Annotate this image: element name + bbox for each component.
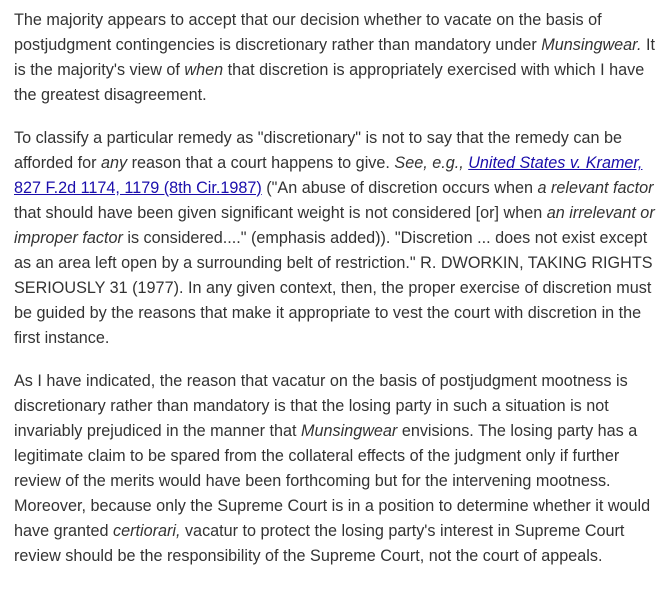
italic-quote-emphasis: an irrelevant or improper factor bbox=[14, 204, 655, 247]
italic-term: certiorari, bbox=[113, 522, 181, 540]
paragraph-2 bbox=[14, 126, 655, 351]
text-segment: reason that a court happens to give. bbox=[127, 154, 395, 172]
italic-case-name: Munsingwear. bbox=[541, 36, 642, 54]
italic-quote-emphasis: a relevant factor bbox=[537, 179, 654, 197]
italic-emphasis: when bbox=[184, 61, 224, 79]
text-segment: The majority appears to accept that our decision whether to vacate on the basis of postjudgment contingencies is discretionary rather than mandatory under bbox=[14, 11, 602, 54]
text-segment: As I have indicated, the reason that vacatur on the basis of postjudgment mootness is discretionary rather than mandatory is that the losing party in such a situation is not invariably prejudiced in the manner that bbox=[14, 372, 628, 440]
text-segment: To classify a particular remedy as "discretionary" is not to say that the remedy can be afforded for bbox=[14, 129, 623, 172]
text-segment: envisions. The losing party has a legitimate claim to be spared from the collateral effects of the judgment only if further review of the merits would have been forthcoming but for the intervening mootness. Moreover, because only the Supreme Court is in a position to determine whether it would have granted bbox=[14, 422, 651, 540]
text-segment: that discretion is appropriately exercised with which I have the greatest disagreement. bbox=[14, 61, 645, 104]
paragraph-3 bbox=[14, 369, 655, 569]
italic-emphasis: any bbox=[101, 154, 128, 172]
citation-reporter: 827 F.2d 1174, 1179 (8th Cir.1987) bbox=[14, 179, 262, 197]
paragraph-1 bbox=[14, 8, 655, 108]
text-segment: vacatur to protect the losing party's interest in Supreme Court review should be the responsibility of the Supreme Court, not the court of appeals. bbox=[14, 522, 625, 565]
text-segment: ("An abuse of discretion occurs when bbox=[261, 179, 538, 197]
text-segment: It is the majority's view of bbox=[14, 36, 655, 79]
text-segment: is considered...." (emphasis added)). "Discretion ... does not exist except as an area left open by a surrounding belt of restriction." R. DWORKIN, TAKING RIGHTS SERIOUSLY 31 (1977). In any given context, then, the proper exercise of discretion must be guided by the reasons that make it appropriate to vest the court with discretion in the first instance. bbox=[14, 229, 653, 347]
citation-case-name: United States v. Kramer, bbox=[468, 154, 643, 172]
italic-case-name: Munsingwear bbox=[301, 422, 398, 440]
italic-signal: See, e.g., bbox=[394, 154, 464, 172]
text-segment: that should have been given significant weight is not considered [or] when bbox=[14, 204, 547, 222]
